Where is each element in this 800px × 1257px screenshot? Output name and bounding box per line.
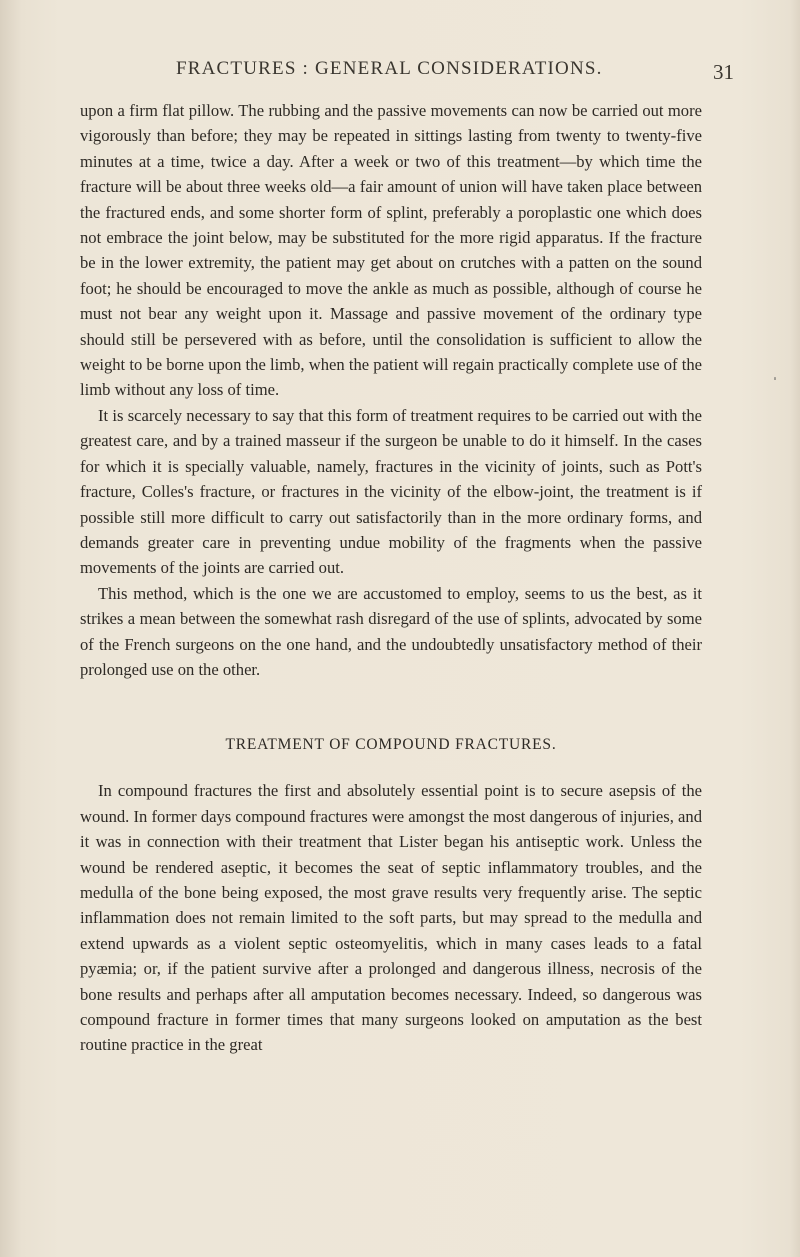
paragraph: It is scarcely necessary to say that this form of treatment requires to be carried out with the greatest care, and by a trained masseur if the surgeon be unable to do it himself. In the cases for which it is specially valuable, namely, fractures in the vicinity of joints, such as Pott's fracture, Colles's fracture, or fractures in the vicinity of the elbow-joint, the treatment is if possible still more difficult to carry out satisfactorily than in the more ordinary forms, and demands greater care in preventing undue mobility of the fragments when the passive movements of the joints are carried out. (80, 405, 702, 578)
paragraph: This method, which is the one we are accustomed to employ, seems to us the best, as it strikes a mean between the somewhat rash disregard of the use of splints, advocated by some of the French surgeons on the one hand, and the undoubtedly unsatisfactory method of their prolonged use on the other. (80, 583, 702, 679)
running-head: FRACTURES : GENERAL CONSIDERATIONS. (176, 58, 603, 79)
page-number: 31 (713, 60, 734, 84)
page-header (80, 58, 740, 88)
paragraph: In compound fractures the first and absolutely essential point is to secure asepsis of the wound. In former days compound fractures were amongst the most dangerous of injuries, and it was in connection with their treatment that Lister began his antiseptic work. Unless the wound be rendered aseptic, it becomes the seat of septic inflammatory troubles, and the medulla of the bone being exposed, the most grave results very frequently arise. The septic inflammation does not remain limited to the soft parts, but may spread to the medulla and extend upwards as a violent septic osteomyelitis, which in many cases leads to a fatal pyæmia; or, if the patient survive after a prolonged and dangerous illness, necrosis of the bone results and perhaps after all amputation becomes necessary. Indeed, so dangerous was compound fracture in former times that many surgeons looked on amputation as the best routine practice in the great (80, 781, 702, 1055)
margin-mark: ˌ (772, 360, 778, 380)
section-heading: TREATMENT OF COMPOUND FRACTURES. (225, 736, 557, 754)
paragraph: upon a firm flat pillow. The rubbing and the passive movements can now be carried out more vigorously than before; they may be repeated in sittings lasting from twenty to twenty-five minutes at a time, twice a day. After a week or two of this treatment—by which time the fracture will be about three weeks old—a fair amount of union will have taken place between the fractured ends, and some shorter form of splint, preferably a poroplastic one which does not embrace the joint below, may be substituted for the more rigid apparatus. If the fracture be in the lower extremity, the patient may get about on crutches with a patten on the sound foot; he should be encouraged to move the ankle as much as possible, although of course he must not bear any weight upon it. Massage and passive movement of the ordinary type should still be persevered with as before, until the consolidation is sufficient to allow the weight to be borne upon the limb, when the patient will regain practically complete use of the limb without any loss of time. (80, 101, 702, 400)
body-text (80, 98, 702, 1058)
